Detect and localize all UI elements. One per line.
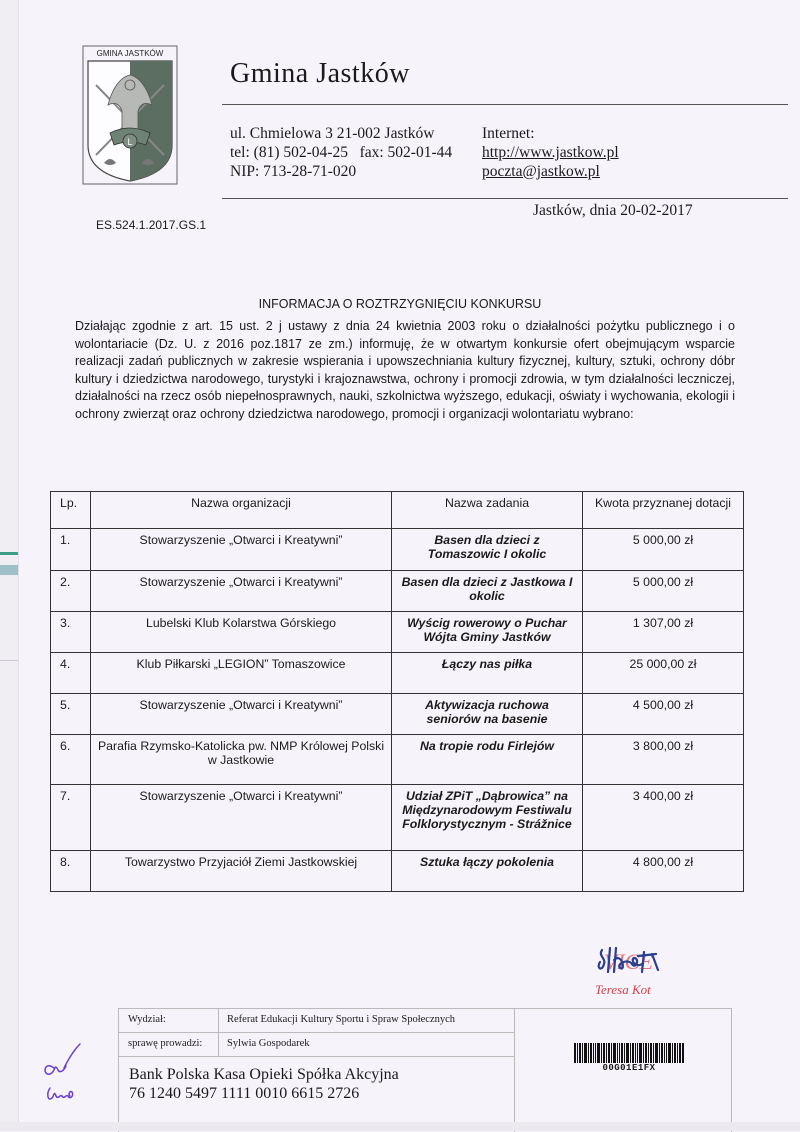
- table-row: [51, 785, 744, 851]
- cell-lp: 2.: [51, 571, 91, 612]
- cell-amount: 5 000,00 zł: [583, 529, 744, 571]
- handwritten-initials: [40, 1040, 90, 1110]
- handler-label: sprawę prowadzi:: [128, 1038, 203, 1049]
- cell-organization: Stowarzyszenie „Otwarci i Kreatywni”: [91, 694, 392, 735]
- cell-lp: 3.: [51, 612, 91, 653]
- bank-name: Bank Polska Kasa Opieki Spółka Akcyjna: [129, 1066, 399, 1083]
- cell-task: Basen dla dzieci z Jastkowa I okolic: [392, 571, 583, 612]
- cell-amount: 3 400,00 zł: [583, 785, 744, 851]
- cell-lp: 4.: [51, 653, 91, 694]
- cell-amount: 5 000,00 zł: [583, 571, 744, 612]
- department-row: [119, 1009, 514, 1033]
- address-block: [230, 124, 452, 181]
- contact-block: [482, 124, 619, 181]
- bank-info: [129, 1065, 399, 1101]
- table-row: [51, 735, 744, 785]
- intro-paragraph: Działając zgodnie z art. 15 ust. 2 j ustawy z dnia 24 kwietnia 2003 roku o działalności pożytku publicznego i o wolontariacie (Dz. U. z 2016 poz.1817 ze zm.) informuję, że w otwartym konkursie ofert obejmującym wsparcie realizacji zadań publicznych w zakresie wspierania i upowszechniania kultury fizycznej, kultury, sztuki, ochrony dóbr kultury i dziedzictwa narodowego, turystyki i krajoznawstwa, ochrony i promocji zdrowia, w tym działalności leczniczej, działalności na rzecz osób niepełnosprawnych, nauki, szkolnictwa wyższego, edukacji, oświaty i wychowania, ekologii i ochrony zwierząt oraz ochrony dziedzictwa narodowego, promocji i organizacji wolontariatu wybrano:: [75, 319, 735, 421]
- divider: [222, 104, 788, 105]
- svg-text:GMINA JASTKÓW: GMINA JASTKÓW: [96, 49, 164, 58]
- coat-of-arms-logo: [82, 45, 178, 185]
- table-header-row: [51, 492, 744, 529]
- column-header-lp: Lp.: [51, 492, 91, 529]
- grants-table: [50, 491, 744, 892]
- barcode-text: 00G01E1FX: [602, 1063, 656, 1073]
- cell-lp: 8.: [51, 851, 91, 892]
- cell-amount: 4 800,00 zł: [583, 851, 744, 892]
- cell-amount: 3 800,00 zł: [583, 735, 744, 785]
- cell-lp: 1.: [51, 529, 91, 571]
- cell-organization: Lubelski Klub Kolarstwa Górskiego: [91, 612, 392, 653]
- column-header-organization: Nazwa organizacji: [91, 492, 392, 529]
- svg-text:VICE: VICE: [604, 949, 653, 974]
- handler-row: [119, 1033, 514, 1057]
- signatory-name-stamp: Teresa Kot: [595, 982, 651, 997]
- cell-task: Sztuka łączy pokolenia: [392, 851, 583, 892]
- cell-lp: 6.: [51, 735, 91, 785]
- department-label: Wydział:: [128, 1014, 166, 1025]
- handler-value: Sylwia Gospodarek: [227, 1038, 310, 1049]
- cell-organization: Klub Piłkarski „LEGION” Tomaszowice: [91, 653, 392, 694]
- address-phone: tel: (81) 502-04-25 fax: 502-01-44: [230, 144, 453, 161]
- document-date: Jastków, dnia 20-02-2017: [533, 202, 693, 219]
- internet-label: Internet:: [482, 125, 535, 142]
- handwritten-signature: [596, 942, 666, 977]
- cell-task: Łączy nas piłka: [392, 653, 583, 694]
- cell-organization: Stowarzyszenie „Otwarci i Kreatywni”: [91, 785, 392, 851]
- column-header-task: Nazwa zadania: [392, 492, 583, 529]
- cell-organization: Stowarzyszenie „Otwarci i Kreatywni”: [91, 529, 392, 571]
- table-row: [51, 653, 744, 694]
- cell-lp: 5.: [51, 694, 91, 735]
- cell-organization: Towarzystwo Przyjaciół Ziemi Jastkowskiej: [91, 851, 392, 892]
- address-street: ul. Chmielowa 3 21-002 Jastków: [230, 125, 435, 142]
- cell-organization: Stowarzyszenie „Otwarci i Kreatywni”: [91, 571, 392, 612]
- cell-task: Wyścig rowerowy o Puchar Wójta Gminy Jastków: [392, 612, 583, 653]
- document-heading: INFORMACJA O ROZTRZYGNIĘCIU KONKURSU: [258, 297, 542, 311]
- svg-text:L: L: [127, 137, 133, 147]
- cell-task: Na tropie rodu Firlejów: [392, 735, 583, 785]
- table-row: [51, 529, 744, 571]
- cell-amount: 1 307,00 zł: [583, 612, 744, 653]
- address-nip: NIP: 713-28-71-020: [230, 163, 357, 180]
- email-link[interactable]: poczta@jastkow.pl: [482, 163, 600, 180]
- barcode: [574, 1043, 684, 1063]
- cell-amount: 25 000,00 zł: [583, 653, 744, 694]
- table-row: [51, 694, 744, 735]
- scan-edge: [0, 0, 19, 1131]
- table-row: [51, 612, 744, 653]
- website-link[interactable]: http://www.jastkow.pl: [482, 144, 619, 161]
- footer-info-box: [118, 1008, 732, 1132]
- cell-task: Udział ZPiT „Dąbrowica” na Międzynarodowym Festiwalu Folklorystycznym - Strážnice: [392, 785, 583, 851]
- bank-account: 76 1240 5497 1111 0010 6615 2726: [129, 1085, 360, 1101]
- cell-amount: 4 500,00 zł: [583, 694, 744, 735]
- table-row: [51, 851, 744, 892]
- cell-task: Basen dla dzieci z Tomaszowic I okolic: [392, 529, 583, 571]
- organization-title: Gmina Jastków: [230, 58, 410, 89]
- table-row: [51, 571, 744, 612]
- divider: [222, 198, 788, 199]
- column-header-amount: Kwota przyznanej dotacji: [583, 492, 744, 529]
- department-value: Referat Edukacji Kultury Sportu i Spraw Społecznych: [227, 1014, 456, 1025]
- cell-task: Aktywizacja ruchowa seniorów na basenie: [392, 694, 583, 735]
- cell-lp: 7.: [51, 785, 91, 851]
- scan-bottom-edge: [0, 1122, 800, 1131]
- reference-number: ES.524.1.2017.GS.1: [96, 218, 207, 232]
- cell-organization: Parafia Rzymsko-Katolicka pw. NMP Królowej Polski w Jastkowie: [91, 735, 392, 785]
